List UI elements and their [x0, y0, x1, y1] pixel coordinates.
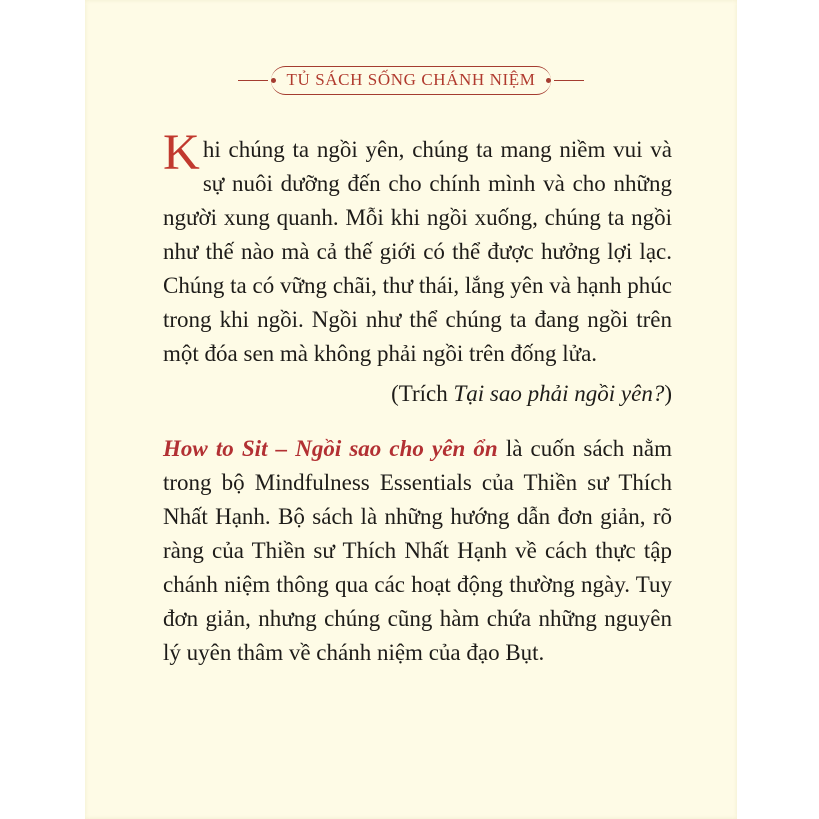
badge-rule-right: [554, 80, 584, 81]
quote-paragraph: [163, 125, 672, 371]
badge-frame: [271, 66, 552, 95]
badge-rule-left: [238, 80, 268, 81]
book-title: How to Sit – Ngồi sao cho yên ổn: [163, 436, 498, 461]
description-paragraph: [163, 432, 672, 670]
series-badge: [85, 66, 737, 95]
page-sheet: [85, 0, 737, 819]
quote-text: hi chúng ta ngồi yên, chúng ta mang niềm vui và sự nuôi dưỡng đến cho chính mình và cho những người xung quanh. Mỗi khi ngồi xuống, chúng ta ngồi như thế nào mà cả thế giới có thể được hưởng lợi lạc. Chúng ta có vững chãi, thư thái, lắng yên và hạnh phúc trong khi ngồi. Ngồi như thể chúng ta đang ngồi trên một đóa sen mà không phải ngồi trên đống lửa.: [163, 137, 672, 366]
attribution-suffix: ): [664, 381, 672, 406]
series-title: TỦ SÁCH SỐNG CHÁNH NIỆM: [286, 70, 536, 89]
quote-attribution: [163, 377, 672, 411]
drop-cap: K: [163, 125, 200, 181]
description-text: là cuốn sách nằm trong bộ Mindfulness Essentials của Thiền sư Thích Nhất Hạnh. Bộ sách là những hướng dẫn đơn giản, rõ ràng của Thiền sư Thích Nhất Hạnh về cách thực tập chánh niệm thông qua các hoạt động thường ngày. Tuy đơn giản, nhưng chúng cũng hàm chứa những nguyên lý uyên thâm về chánh niệm của đạo Bụt.: [163, 436, 672, 665]
attribution-prefix: (Trích: [391, 381, 454, 406]
attribution-source-title: Tại sao phải ngồi yên?: [453, 381, 665, 406]
